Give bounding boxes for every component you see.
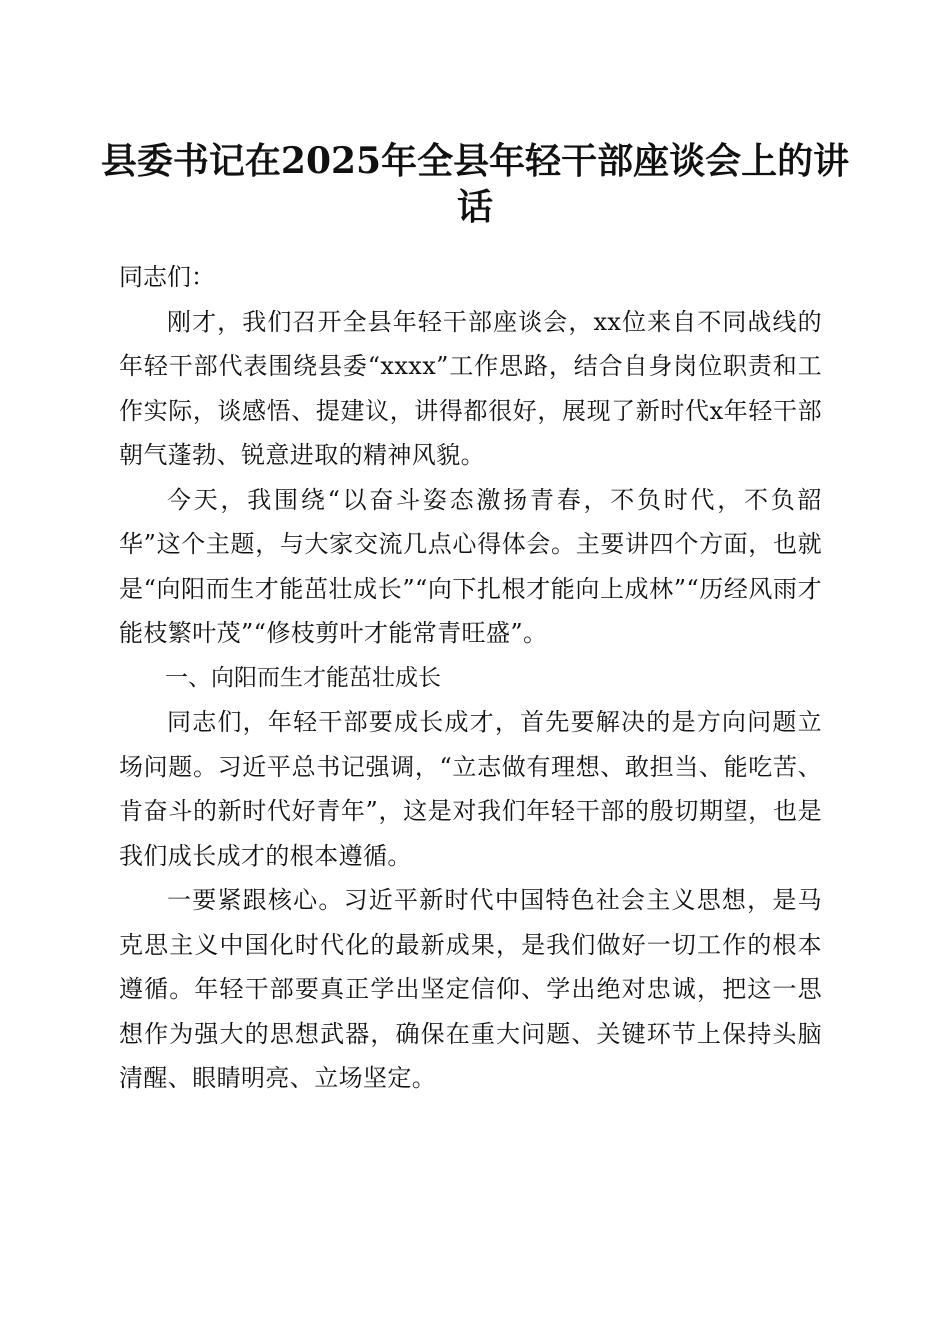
paragraph-section-1-point-1: 一要紧跟核心。习近平新时代中国特色社会主义思想，是马克思主义中国化时代化的最新成果，是我们做好一切工作的根本遵循。年轻干部要真正学出坚定信仰、学出绝对忠诚，把这一思想作为强大的思想武器，确保在重大问题、关键环节上保持头脑清醒、眼睛明亮、立场坚定。 bbox=[119, 886, 822, 1092]
document-body bbox=[119, 255, 822, 1101]
document-title: 县委书记在2025年全县年轻干部座谈会上的讲话 bbox=[100, 140, 850, 228]
paragraph-theme: 今天，我围绕“以奋斗姿态激扬青春，不负时代，不负韶华”这个主题，与大家交流几点心得体会。主要讲四个方面，也就是“向阳而生才能茁壮成长”“向下扎根才能向上成林”“历经风雨才能枝繁叶茂”“修枝剪叶才能常青旺盛”。 bbox=[119, 485, 822, 647]
paragraph-section-1-intro: 同志们，年轻干部要成长成才，首先要解决的是方向问题立场问题。习近平总书记强调，“立志做有理想、敢担当、能吃苦、肯奋斗的新时代好青年”，这是对我们年轻干部的殷切期望，也是我们成长成才的根本遵循。 bbox=[119, 708, 822, 870]
section-heading-1: 一、向阳而生才能茁壮成长 bbox=[165, 664, 441, 691]
paragraph-opening: 刚才，我们召开全县年轻干部座谈会，xx位来自不同战线的年轻干部代表围绕县委“xxxx”工作思路，结合自身岗位职责和工作实际，谈感悟、提建议，讲得都很好，展现了新时代x年轻干部朝气蓬勃、锐意进取的精神风貌。 bbox=[119, 307, 822, 469]
salutation: 同志们： bbox=[119, 263, 215, 291]
